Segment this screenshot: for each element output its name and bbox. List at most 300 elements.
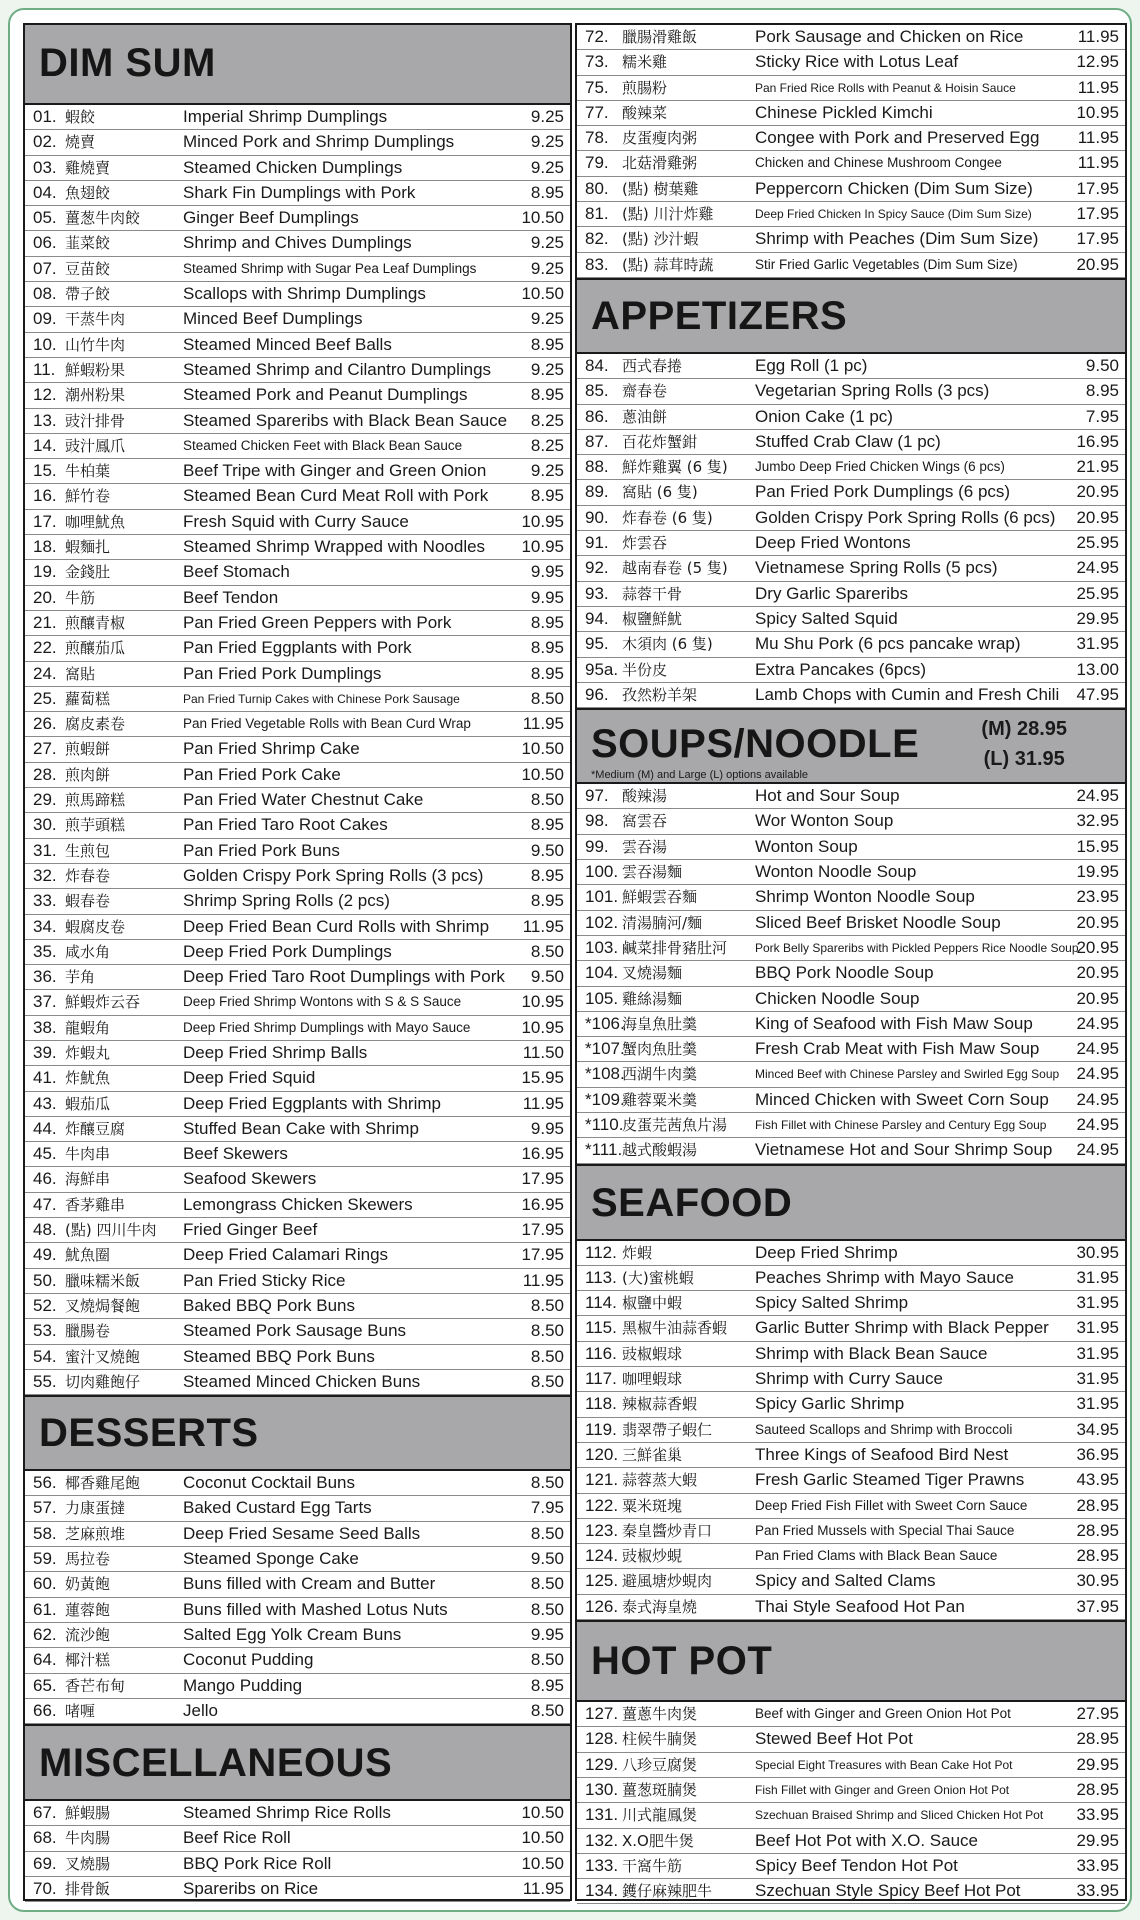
item-chinese-name: 煎芋頭糕 [65,816,126,835]
item-chinese-name: 蘿蔔糕 [65,689,111,708]
menu-item-row [577,1519,1125,1544]
item-english-name: Wonton Noodle Soup [755,862,917,882]
item-price: 8.50 [530,688,564,708]
item-price: 8.50 [530,1321,564,1341]
item-chinese-name: 蔥油餅 [622,407,668,426]
menu-item-row [25,1471,570,1496]
item-price: 32.95 [1076,811,1119,831]
item-chinese-name: 椰香雞尾飽 [65,1474,141,1493]
menu-item-row [25,1345,570,1370]
item-english-name: Coconut Pudding [183,1650,314,1670]
menu-item-row [577,936,1125,961]
item-chinese-name: 炸春卷 (6 隻) [622,508,713,527]
section-header-misc [25,1724,570,1801]
item-price: 9.95 [530,1624,564,1644]
item-english-name: Pan Fried Vegetable Rolls with Bean Curd Wrap [183,716,471,732]
item-number: 117. [585,1369,617,1389]
menu-item-row [25,940,570,965]
item-number: 116. [585,1343,617,1363]
item-chinese-name: 韮菜餃 [65,234,111,253]
item-chinese-name: 鮮炸雞翼 (6 隻) [622,458,728,477]
item-chinese-name: 西湖牛肉羹 [622,1065,698,1084]
item-chinese-name: 排骨飯 [65,1880,111,1898]
item-chinese-name: 孜然粉羊架 [622,685,698,704]
menu-item-row [25,1218,570,1243]
menu-item-row [25,839,570,864]
menu-item-row [577,25,1125,50]
item-english-name: Steamed Spareribs with Black Bean Sauce [183,410,508,430]
item-chinese-name: 三鮮雀巢 [622,1445,683,1464]
menu-item-row [577,809,1125,834]
item-english-name: Thai Style Seafood Hot Pan [755,1596,965,1616]
item-english-name: Steamed Pork and Peanut Dumplings [183,385,468,405]
item-english-name: Congee with Pork and Preserved Egg [755,128,1040,148]
item-price: 8.50 [530,1473,564,1493]
menu-item-row [577,1088,1125,1113]
item-english-name: Stewed Beef Hot Pot [755,1729,913,1749]
item-chinese-name: 酸辣菜 [622,103,668,122]
item-number: 67. [33,1803,57,1823]
menu-item-row [577,1266,1125,1291]
item-price: 31.95 [1076,1318,1119,1338]
item-chinese-name: 鮮蝦雲吞麵 [622,888,698,907]
item-number: 07. [33,258,57,278]
item-chinese-name: 窩貼 (6 隻) [622,483,698,502]
item-price: 43.95 [1076,1470,1119,1490]
menu-item-row [25,1623,570,1648]
item-price: 10.50 [521,1828,564,1848]
item-chinese-name: (點) 蒜茸時蔬 [622,255,714,274]
item-chinese-name: 腐皮素卷 [65,715,126,734]
item-number: 37. [33,992,57,1012]
item-chinese-name: 臘腸卷 [65,1322,111,1341]
item-english-name: Wor Wonton Soup [755,811,894,831]
item-number: 122. [585,1495,619,1515]
item-price: 8.95 [530,815,564,835]
item-chinese-name: 蜜汁叉燒飽 [65,1347,141,1366]
item-english-name: Minced Beef with Chinese Parsley and Swirled Egg Soup [755,1067,1060,1082]
item-number: 52. [33,1295,57,1315]
item-price: 15.95 [1076,836,1119,856]
section-header-hotpot [577,1620,1125,1702]
item-chinese-name: 皮蛋瘦肉粥 [622,129,698,148]
item-price: 33.95 [1076,1881,1119,1901]
item-chinese-name: 煎馬蹄糕 [65,791,126,810]
item-chinese-name: 糯米雞 [622,53,668,72]
item-chinese-name: 豆苗餃 [65,259,111,278]
item-number: 69. [33,1853,57,1873]
item-number: 10. [33,334,57,354]
item-price: 20.95 [1076,482,1119,502]
item-english-name: Szechuan Braised Shrimp and Sliced Chicken Hot Pot [755,1808,1044,1823]
item-price: 28.95 [1076,1779,1119,1799]
menu-item-row [25,1801,570,1826]
menu-item-row [25,1041,570,1066]
item-number: 96. [585,684,609,704]
menu-item-row [577,961,1125,986]
item-english-name: Vietnamese Hot and Sour Shrimp Soup [755,1140,1053,1160]
item-price: 8.50 [530,1523,564,1543]
item-english-name: Stuffed Crab Claw (1 pc) [755,431,941,451]
item-english-name: Spicy Salted Shrimp [755,1293,909,1313]
item-chinese-name: 蟹肉魚肚羹 [622,1040,698,1059]
item-chinese-name: 鹹菜排骨豬肚河 [622,938,728,957]
item-english-name: Pan Fried Eggplants with Pork [183,638,412,658]
item-number: 17. [33,511,57,531]
item-price: 20.95 [1076,254,1119,274]
item-number: 18. [33,537,57,557]
menu-item-row [25,611,570,636]
menu-item-row [25,1547,570,1572]
item-number: 11. [33,359,56,379]
item-english-name: Deep Fried Shrimp Dumplings with Mayo Sauce [183,1019,471,1035]
item-number: 38. [33,1017,57,1037]
item-price: 11.95 [522,1093,564,1113]
item-price: 17.95 [1076,204,1119,224]
item-english-name: BBQ Pork Noodle Soup [755,963,934,983]
item-english-name: Beef Skewers [183,1144,288,1164]
menu-item-row [25,206,570,231]
menu-item-row [25,915,570,940]
item-chinese-name: 海鮮串 [65,1170,111,1189]
item-chinese-name: 煎釀茄瓜 [65,639,126,658]
item-price: 11.95 [522,1879,564,1898]
item-english-name: Deep Fried Fish Fillet with Sweet Corn Sauce [755,1497,1028,1513]
item-chinese-name: 牛柏葉 [65,462,111,481]
item-number: 68. [33,1828,57,1848]
item-number: 44. [33,1118,57,1138]
item-english-name: Shrimp and Chives Dumplings [183,233,412,253]
item-chinese-name: 炸春卷 [65,866,111,885]
menu-item-row [577,202,1125,227]
item-number: 27. [33,739,57,759]
item-english-name: Pork Sausage and Chicken on Rice [755,27,1024,46]
item-number: 99. [585,836,609,856]
item-price: 31.95 [1076,1369,1119,1389]
menu-item-row [577,1392,1125,1417]
item-number: 130. [585,1779,619,1799]
item-number: 95a. [585,659,619,679]
menu-item-row [577,556,1125,581]
menu-item-row [25,560,570,585]
item-chinese-name: 鮮蝦炸云吞 [65,993,141,1012]
section-title: HOT POT [591,1639,773,1684]
menu-item-row [25,813,570,838]
menu-item-row [25,1319,570,1344]
item-number: 20. [33,587,57,607]
item-price: 7.95 [530,1498,564,1518]
item-number: 60. [33,1574,57,1594]
item-number: *111. [585,1140,623,1160]
item-number: 01. [33,107,57,126]
item-english-name: Three Kings of Seafood Bird Nest [755,1444,1009,1464]
item-price: 24.95 [1076,1140,1119,1160]
item-number: 65. [33,1675,57,1695]
item-number: 102. [585,912,619,932]
item-price: 11.95 [1077,27,1119,46]
item-number: *108. [585,1064,625,1084]
item-chinese-name: 避風塘炒蜆肉 [622,1572,713,1591]
item-english-name: Pan Fried Shrimp Cake [183,739,360,759]
item-chinese-name: 燒賣 [65,133,96,152]
item-chinese-name: 雞蓉粟米羹 [622,1090,698,1109]
item-number: 29. [33,790,57,810]
item-number: 04. [33,182,57,202]
item-price: 10.50 [521,1803,564,1823]
menu-item-row [577,1291,1125,1316]
item-price: 9.50 [530,840,564,860]
item-price: 20.95 [1076,963,1119,983]
item-chinese-name: 翡翠帶子蝦仁 [622,1420,713,1439]
item-chinese-name: 酸辣湯 [622,787,668,806]
item-price: 11.95 [1077,77,1119,97]
menu-item-row [25,1522,570,1547]
section-header-dimsum [25,25,570,105]
item-chinese-name: 咖哩魷魚 [65,512,126,531]
item-price: 8.50 [530,1346,564,1366]
menu-item-row [577,1544,1125,1569]
item-chinese-name: 柱候牛腩煲 [622,1730,698,1749]
item-english-name: Jello [183,1700,218,1720]
item-english-name: Dry Garlic Spareribs [755,583,909,603]
item-number: 47. [33,1194,57,1214]
item-price: 8.25 [530,435,564,455]
item-english-name: Pan Fried Pork Dumplings [183,663,382,683]
item-price: 10.95 [1076,102,1119,122]
item-english-name: Pan Fried Sticky Rice [183,1270,346,1290]
item-price: 11.95 [522,916,564,936]
menu-item-row [25,105,570,130]
item-number: 100. [585,862,619,882]
item-price: 11.50 [522,1042,564,1062]
item-english-name: Deep Fried Squid [183,1068,316,1088]
item-price: 8.95 [530,663,564,683]
item-english-name: Steamed Bean Curd Meat Roll with Pork [183,486,489,506]
item-chinese-name: 香芒布甸 [65,1676,126,1695]
item-price: 7.95 [1085,406,1119,426]
menu-item-row [577,911,1125,936]
item-number: 104. [585,963,619,983]
item-number: 25. [33,688,57,708]
item-chinese-name: 炸蝦丸 [65,1043,111,1062]
item-chinese-name: 芝麻煎堆 [65,1524,126,1543]
item-price: 11.95 [1077,153,1119,173]
item-english-name: Chicken Noodle Soup [755,988,920,1008]
item-number: *109. [585,1089,625,1109]
item-number: 70. [33,1879,57,1898]
menu-item-row [25,687,570,712]
item-chinese-name: 炸魷魚 [65,1069,111,1088]
item-number: 19. [33,562,57,582]
item-number: 132. [585,1830,619,1850]
menu-item-row [577,151,1125,176]
item-number: 66. [33,1700,57,1720]
menu-item-row [577,607,1125,632]
item-number: 54. [33,1346,57,1366]
item-english-name: Steamed Pork Sausage Buns [183,1321,407,1341]
menu-item-row [577,1702,1125,1727]
menu-item-row [577,50,1125,75]
item-number: 14. [33,435,57,455]
item-number: 75. [585,77,609,97]
item-english-name: Beef Tendon [183,587,279,607]
item-number: 128. [585,1729,619,1749]
item-price: 8.95 [530,891,564,911]
item-chinese-name: 啫喱 [65,1701,96,1720]
item-price: 10.95 [521,1017,564,1037]
item-chinese-name: 潮州粉果 [65,386,126,405]
item-number: 45. [33,1144,57,1164]
item-number: 09. [33,309,57,329]
section-header-soups [577,708,1125,784]
item-price: 24.95 [1076,558,1119,578]
menu-item-row [25,358,570,383]
item-english-name: Beef with Ginger and Green Onion Hot Pot [755,1706,1011,1722]
item-number: 97. [585,786,609,806]
item-chinese-name: 流沙飽 [65,1625,111,1644]
item-chinese-name: 泰式海皇燒 [622,1597,698,1616]
item-english-name: Vietnamese Spring Rolls (5 pcs) [755,558,998,578]
item-number: 73. [585,52,609,72]
item-price: 33.95 [1076,1805,1119,1825]
menu-item-row [25,662,570,687]
item-english-name: Beef Rice Roll [183,1828,291,1848]
menu-item-row [25,1269,570,1294]
item-english-name: Extra Pancakes (6pcs) [755,659,927,679]
menu-item-row [577,1727,1125,1752]
menu-item-row [25,257,570,282]
menu-item-row [577,430,1125,455]
item-price: 24.95 [1076,1089,1119,1109]
item-price: 33.95 [1076,1855,1119,1875]
item-english-name: Golden Crispy Pork Spring Rolls (3 pcs) [183,865,484,885]
item-number: 91. [585,533,609,553]
item-chinese-name: 臘味糯米飯 [65,1271,141,1290]
item-price: 31.95 [1076,1343,1119,1363]
item-english-name: King of Seafood with Fish Maw Soup [755,1013,1033,1033]
item-chinese-name: 清湯腩河/麵 [622,913,703,932]
item-price: 8.95 [530,486,564,506]
item-chinese-name: 叉燒焗餐飽 [65,1296,141,1315]
item-chinese-name: 煎釀青椒 [65,613,126,632]
menu-item-row [25,1826,570,1851]
item-number: *110. [585,1114,624,1134]
item-number: 127. [585,1704,619,1724]
menu-item-row [577,1316,1125,1341]
menu-item-row [25,788,570,813]
item-number: 78. [585,128,609,148]
item-price: 9.25 [530,233,564,253]
menu-item-row [577,379,1125,404]
item-english-name: Shark Fin Dumplings with Pork [183,182,416,202]
item-price: 8.95 [530,638,564,658]
item-chinese-name: 窩雲吞 [622,812,668,831]
item-price: 8.50 [530,1295,564,1315]
item-chinese-name: 咸水角 [65,942,111,961]
item-chinese-name: 齋春卷 [622,382,668,401]
item-chinese-name: 豉汁鳳爪 [65,436,126,455]
menu-item-row [25,1243,570,1268]
section-title: APPETIZERS [591,293,848,338]
item-chinese-name: 牛肉串 [65,1145,111,1164]
item-chinese-name: 豉汁排骨 [65,411,126,430]
item-chinese-name: 八珍豆腐煲 [622,1755,698,1774]
item-english-name: Coconut Cocktail Buns [183,1473,355,1493]
item-chinese-name: 豉椒炒蜆 [622,1547,683,1566]
item-chinese-name: 雲吞湯 [622,837,668,856]
menu-item-row [25,459,570,484]
item-english-name: Deep Fried Shrimp [755,1242,898,1262]
menu-item-row [577,1569,1125,1594]
item-english-name: Pan Fried Pork Buns [183,840,340,860]
item-number: 28. [33,764,57,784]
item-price: 29.95 [1076,608,1119,628]
item-english-name: Steamed Chicken Dumplings [183,157,403,177]
item-english-name: Beef Hot Pot with X.O. Sauce [755,1830,979,1850]
item-number: 105. [585,988,619,1008]
menu-item-row [25,889,570,914]
menu-item-row [577,1595,1125,1620]
item-price: 8.95 [530,385,564,405]
item-chinese-name: 生煎包 [65,841,111,860]
menu-item-row [577,101,1125,126]
menu-item-row [25,510,570,535]
item-chinese-name: 皮蛋芫茜魚片湯 [622,1115,728,1134]
item-price: 20.95 [1076,912,1119,932]
menu-item-row [577,1062,1125,1087]
item-chinese-name: 越南春卷 (5 隻) [622,559,728,578]
menu-item-row [577,480,1125,505]
item-price: 30.95 [1076,1571,1119,1591]
item-english-name: Spicy Salted Squid [755,608,898,628]
item-chinese-name: (點) 川汁炸雞 [622,205,714,224]
item-number: 22. [33,638,57,658]
item-number: 115. [585,1318,617,1338]
item-english-name: Shrimp with Black Bean Sauce [755,1343,988,1363]
item-english-name: Mango Pudding [183,1675,303,1695]
item-english-name: Peppercorn Chicken (Dim Sum Size) [755,178,1033,198]
price-medium: (M) 28.95 [981,718,1067,741]
item-chinese-name: 木須肉 (6 隻) [622,635,713,654]
menu-item-row [577,1138,1125,1163]
item-english-name: Pan Fried Clams with Black Bean Sauce [755,1548,998,1564]
menu-item-row [25,1294,570,1319]
item-chinese-name: 牛筋 [65,588,96,607]
item-number: 06. [33,233,57,253]
item-chinese-name: 香茅雞串 [65,1195,126,1214]
item-number: 39. [33,1042,57,1062]
item-price: 8.50 [530,1700,564,1720]
item-price: 10.50 [521,1853,564,1873]
item-number: 02. [33,132,57,152]
item-chinese-name: 蒜蓉蒸大蝦 [622,1471,698,1490]
menu-item-row [25,864,570,889]
menu-item-row [577,1468,1125,1493]
item-price: 10.95 [521,992,564,1012]
item-price: 31.95 [1076,1394,1119,1414]
item-english-name: Buns filled with Mashed Lotus Nuts [183,1599,448,1619]
item-number: 57. [33,1498,57,1518]
item-price: 8.95 [530,865,564,885]
menu-item-row [577,177,1125,202]
item-price: 9.25 [530,157,564,177]
item-english-name: Stir Fried Garlic Vegetables (Dim Sum Size) [755,256,1018,272]
item-price: 9.25 [530,461,564,481]
menu-item-row [25,181,570,206]
item-number: 13. [33,410,57,430]
item-number: 32. [33,865,57,885]
menu-item-row [577,76,1125,101]
